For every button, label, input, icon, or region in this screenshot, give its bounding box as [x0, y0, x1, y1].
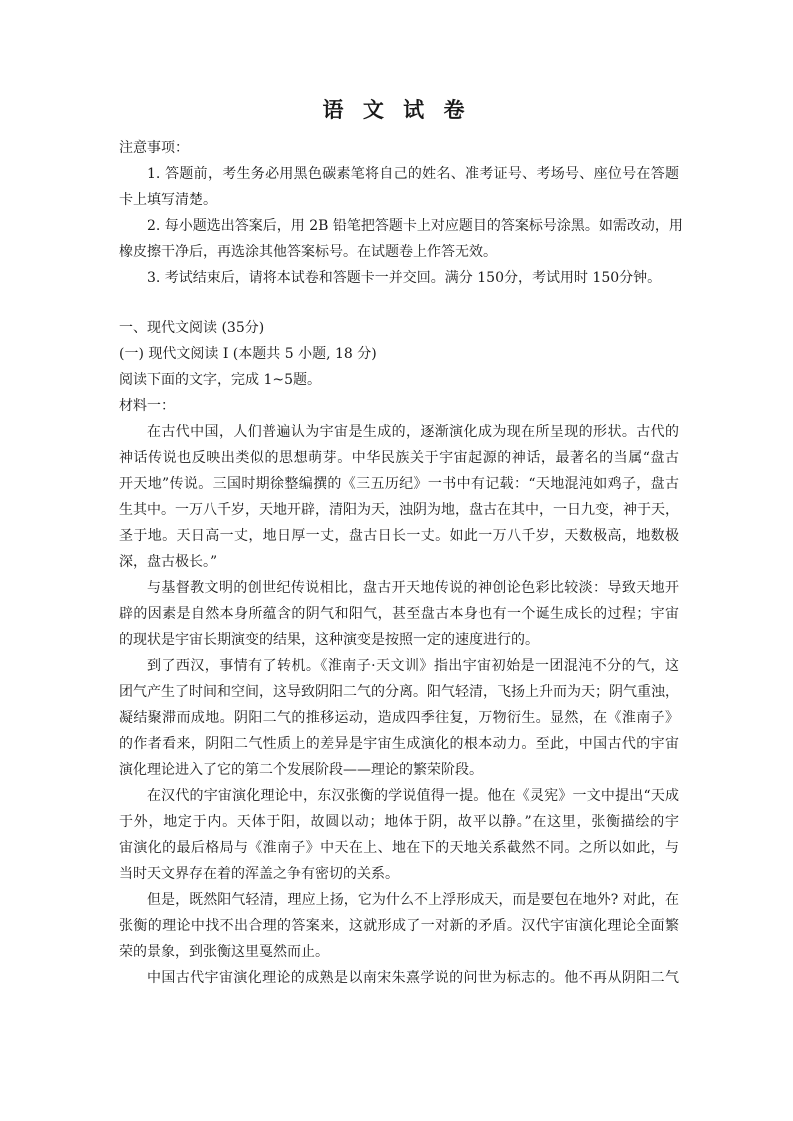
paragraph-2-line-1: 与基督教文明的创世纪传说相比，盘古开天地传说的神创论色彩比较淡：导致天地开: [147, 580, 679, 596]
paragraph-3-line-2: 团气产生了时间和空间，这导致阴阳二气的分离。阳气轻清，飞扬上升而为天；阴气重浊，: [119, 684, 679, 700]
notice-item-2-line-1: 2. 每小题选出答案后，用 2B 铅笔把答题卡上对应题目的答案标号涂黑。如需改动，用: [147, 218, 683, 234]
paragraph-2-line-2: 辟的因素是自然本身所蕴含的阴气和阳气，甚至盘古本身也有一个诞生成长的过程；宇宙: [119, 606, 679, 622]
paragraph-1-line-5: 圣于地。天日高一丈，地日厚一丈，盘古日长一丈。如此一万八千岁，天数极高，地数极: [119, 528, 679, 544]
paragraph-3-line-3: 凝结聚滞而成地。阴阳二气的推移运动，造成四季往复，万物衍生。显然，在《淮南子》: [119, 710, 679, 726]
notice-item-3-line-1: 3. 考试结束后，请将本试卷和答题卡一并交回。满分 150分，考试用时 150分钟。: [147, 270, 662, 286]
page-title: 语 文 试 卷: [322, 97, 471, 122]
paragraph-3-line-1: 到了西汉，事情有了转机。《淮南子·天文训》指出宇宙初始是一团混沌不分的气，这: [147, 658, 679, 674]
paragraph-6-line-1: 中国古代宇宙演化理论的成熟是以南宋朱熹学说的问世为标志的。他不再从阴阳二气: [147, 970, 679, 986]
paragraph-1-line-1: 在古代中国，人们普遍认为宇宙是生成的，逐渐演化成为现在所呈现的形状。古代的: [147, 424, 679, 440]
paragraph-1-line-3: 开天地”传说。三国时期徐整编撰的《三五历纪》一书中有记载：“天地混沌如鸡子，盘古: [119, 476, 679, 492]
paragraph-4-line-2: 于外，地定于内。天体于阳，故圆以动；地体于阴，故平以静。”在这里，张衡描绘的宇: [119, 814, 679, 830]
notice-item-1-line-2: 卡上填写清楚。: [119, 192, 217, 208]
paragraph-4-line-4: 当时天文界存在着的浑盖之争有密切的关系。: [119, 866, 399, 882]
document-body: [119, 135, 683, 991]
material-label: 材料一：: [119, 398, 175, 414]
reading-instruction: 阅读下面的文字，完成 1~5题。: [119, 372, 321, 388]
paragraph-5-line-2: 张衡的理论中找不出合理的答案来，这就形成了一对新的矛盾。汉代宇宙演化理论全面繁: [119, 918, 679, 934]
paragraph-2-line-3: 的现状是宇宙长期演变的结果，这种演变是按照一定的速度进行的。: [119, 632, 539, 648]
notice-heading: 注意事项：: [119, 140, 189, 156]
notice-item-2-line-2: 橡皮擦干净后，再选涂其他答案标号。在试题卷上作答无效。: [119, 244, 497, 260]
section-spacer: [119, 291, 679, 315]
paragraph-1-line-4: 生其中。一万八千岁，天地开辟，清阳为天，浊阴为地，盘古在其中，一日九变，神于天，: [119, 502, 679, 518]
paragraph-1-line-6: 深，盘古极长。”: [119, 554, 218, 570]
section-heading: 一、现代文阅读 (35分): [119, 320, 265, 336]
section-sub-heading: (一) 现代文阅读 I (本题共 5 小题, 18 分): [119, 346, 377, 362]
paragraph-3-line-5: 演化理论进入了它的第二个发展阶段——理论的繁荣阶段。: [119, 762, 483, 778]
paragraph-5-line-3: 荣的景象，到张衡这里戛然而止。: [119, 944, 329, 960]
notice-item-1-line-1: 1. 答题前，考生务必用黑色碳素笔将自己的姓名、准考证号、考场号、座位号在答题: [147, 166, 679, 182]
paragraph-4-line-3: 宙演化的最后格局与《淮南子》中天在上、地在下的天地关系截然不同。之所以如此，与: [119, 840, 679, 856]
paragraph-3-line-4: 的作者看来，阴阳二气性质上的差异是宇宙生成演化的根本动力。至此，中国古代的宇宙: [119, 736, 679, 752]
paragraph-5-line-1: 但是，既然阳气轻清，理应上扬，它为什么不上浮形成天，而是要包在地外? 对此，在: [147, 892, 679, 908]
paragraph-1-line-2: 神话传说也反映出类似的思想萌芽。中华民族关于宇宙起源的神话，最著名的当属“盘古: [119, 450, 679, 466]
paragraph-4-line-1: 在汉代的宇宙演化理论中，东汉张衡的学说值得一提。他在《灵宪》一文中提出“天成: [147, 788, 679, 804]
